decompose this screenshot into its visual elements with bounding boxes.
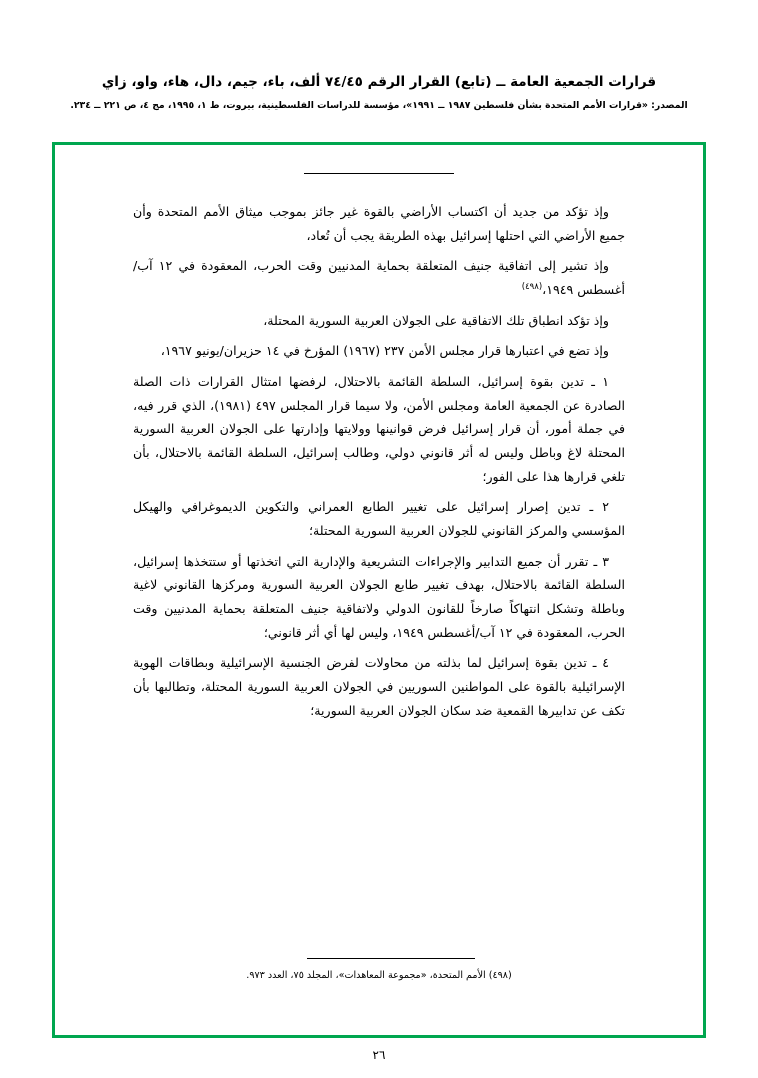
- paragraph-1: وإذ تؤكد من جديد أن اكتساب الأراضي بالقوة غير جائز بموجب ميثاق الأمم المتحدة وأن جميع الأراضي التي احتلها إسرائيل بهذه الطريقة يجب أن تُعاد،: [133, 204, 625, 243]
- paragraph-8: ٤ ـ تدين بقوة إسرائيل لما بذلته من محاولات لفرض الجنسية الإسرائيلية وبطاقات الهوية الإسرائيلية بالقوة على المواطنين السوريين في الجولان العربية السورية المحتلة، وتطالبها بأن تكف عن تدابيرها القمعية ضد سكان الجولان العربية السورية؛: [133, 655, 625, 718]
- top-divider: [304, 173, 454, 174]
- header-title: قرارات الجمعية العامة ــ (تابع) القرار الرقم ٧٤/٤٥ ألف، باء، جيم، دال، هاء، واو، زاي: [101, 74, 657, 90]
- paragraph-4: وإذ تضع في اعتبارها قرار مجلس الأمن ٢٣٧ (١٩٦٧) المؤرخ في ١٤ حزيران/يونيو ١٩٦٧،: [160, 343, 609, 359]
- document-body: [133, 200, 625, 722]
- footnote-ref: (٤٩٨): [521, 281, 543, 292]
- header-source: المصدر: «قرارات الأمم المتحدة بشأن فلسطين ١٩٨٧ ــ ١٩٩١»، مؤسسة للدراسات الفلسطينية، بيروت، ط ١، ١٩٩٥، مج ٤، ص ٢٢١ ــ ٢٣٤.: [70, 100, 688, 112]
- paragraph-7: ٣ ـ تقرر أن جميع التدابير والإجراءات التشريعية والإدارية التي اتخذتها أو ستتخذها إسرائيل، السلطة القائمة بالاحتلال، بهدف تغيير طابع الجولان العربية السورية ومركزها القانوني لاغية وباطلة وتشكل انتهاكاً صارخاً للقانون الدولي ولاتفاقية جنيف المتعلقة بحماية المدنيين وقت الحرب، المعقودة في ١٢ آب/أغسطس ١٩٤٩، وليس لها أي أثر قانوني؛: [133, 553, 625, 640]
- page-number: ٢٦: [372, 1048, 386, 1062]
- paragraph-5: ١ ـ تدين بقوة إسرائيل، السلطة القائمة بالاحتلال، لرفضها امتثال القرارات ذات الصلة الصادرة عن الجمعية العامة ومجلس الأمن، ولا سيما قرار المجلس ٤٩٧ (١٩٨١)، الذي قرر فيه، في جملة أمور، أن قرار إسرائيل فرض قوانينها وولايتها وإدارتها على الجولان العربية السورية المحتلة لاغ وباطل وليس له أثر قانوني دولي، وطالب إسرائيل، السلطة القائمة بالاحتلال، بأن تلغي قرارها هذا على الفور؛: [133, 374, 626, 484]
- frame-inner: [55, 145, 703, 1035]
- footnote-area: [133, 958, 625, 983]
- paragraph-3: وإذ تؤكد انطباق تلك الاتفاقية على الجولان العربية السورية المحتلة،: [263, 312, 609, 328]
- paragraph-2: [133, 254, 625, 301]
- page-header: [0, 72, 758, 113]
- footnote-text: (٤٩٨) الأمم المتحدة، «مجموعة المعاهدات»، المجلد ٧٥، العدد ٩٧٣.: [246, 969, 512, 981]
- paragraph-2-text: وإذ تشير إلى اتفاقية جنيف المتعلقة بحماية المدنيين وقت الحرب، المعقودة في ١٢ آب/أغسطس ١٩٤٩،: [133, 258, 625, 298]
- green-content-frame: [52, 142, 706, 1038]
- paragraph-6: ٢ ـ تدين إصرار إسرائيل على تغيير الطابع العمراني والتكوين الديموغرافي والهيكل المؤسسي والمركز القانوني للجولان العربية السورية المحتلة؛: [133, 499, 625, 539]
- footnote-divider: [307, 958, 475, 959]
